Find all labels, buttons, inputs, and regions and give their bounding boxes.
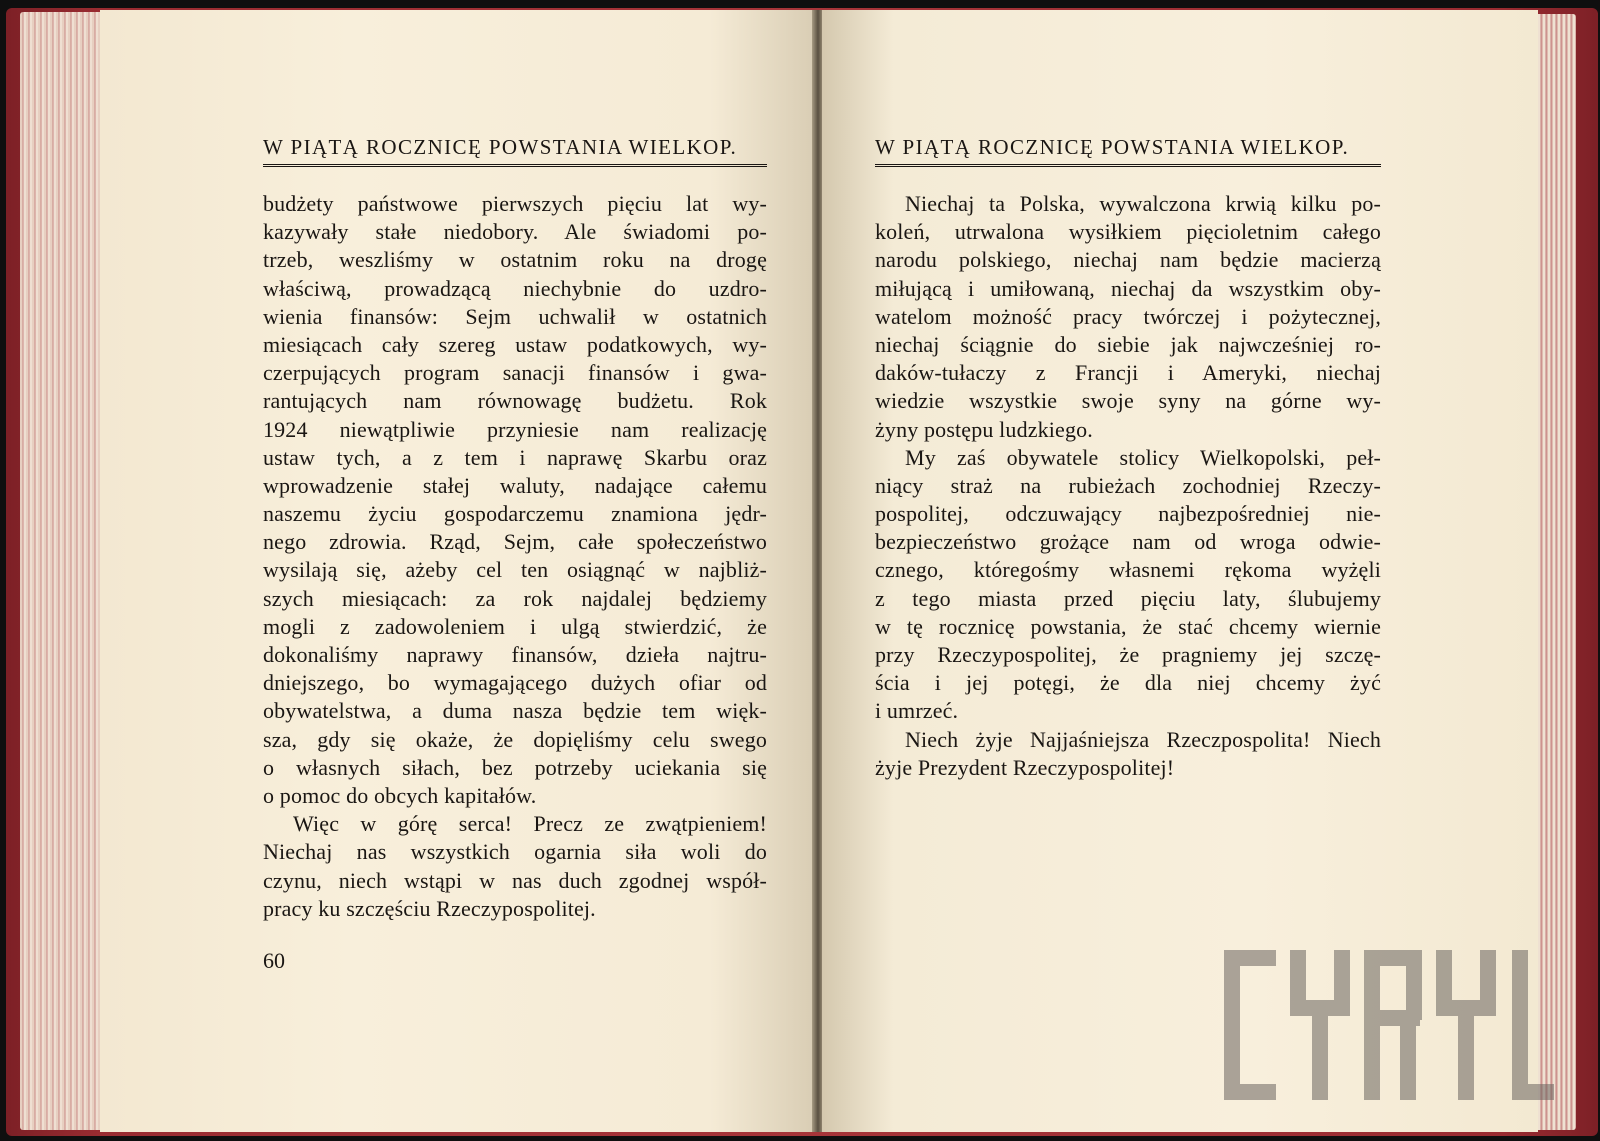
text-line: żyny postępu ludzkiego.	[875, 416, 1093, 442]
watermark-stroke	[1312, 1000, 1328, 1100]
text-line: cznego, któregośmy własnemi rękoma wyżęli	[875, 557, 1381, 583]
watermark-stroke	[1512, 950, 1528, 1100]
text-line: dokonaliśmy naprawy finansów, dzieła najtru-	[263, 642, 767, 667]
right-page-text	[875, 190, 1381, 782]
cyryl-watermark-logo	[1224, 950, 1554, 1100]
text-line: pospolitej, odczuwający najbezpośredniej nie-	[875, 501, 1381, 527]
text-line: o własnych siłach, bez potrzeby uciekania się	[263, 754, 767, 780]
running-head-left: W PIĄTĄ ROCZNICĘ POWSTANIA WIELKOP.	[263, 135, 767, 167]
text-line: obywatelstwa, a duma nasza będzie tem więk-	[263, 698, 767, 724]
running-head-right: W PIĄTĄ ROCZNICĘ POWSTANIA WIELKOP.	[875, 135, 1381, 167]
text-line: Więc w górę serca! Precz ze zwątpieniem!	[293, 811, 767, 837]
text-line: czynu, niech wstąpi w nas duch zgodnej współ-	[263, 867, 767, 893]
text-line: naszemu życiu gospodarczemu znamiona jędr-	[263, 501, 767, 527]
text-line: nego zdrowia. Rząd, Sejm, całe społeczeństwo	[263, 529, 767, 555]
text-line: budżety państwowe pierwszych pięciu lat wy-	[263, 191, 767, 216]
text-line: kazywały stałe niedobory. Ale świadomi po-	[263, 219, 767, 245]
watermark-stroke	[1290, 950, 1306, 1008]
page-edges-left	[20, 12, 102, 1130]
text-line: pracy ku szczęściu Rzeczypospolitej.	[263, 895, 596, 921]
watermark-glyphs	[1224, 950, 1554, 1100]
text-line: miłującą i umiłowaną, niechaj da wszystkim oby-	[875, 275, 1381, 301]
watermark-stroke	[1400, 1020, 1416, 1100]
watermark-stroke	[1224, 950, 1276, 966]
text-line: bezpieczeństwo grożące nam od wroga odwie-	[875, 529, 1381, 555]
text-line: żyje Prezydent Rzeczypospolitej!	[875, 754, 1175, 780]
watermark-stroke	[1480, 950, 1496, 1008]
text-line: Niechaj ta Polska, wywalczona krwią kilku po-	[905, 191, 1381, 216]
text-line: My zaś obywatele stolicy Wielkopolski, peł-	[905, 444, 1381, 470]
text-line: 1924 niewątpliwie przyniesie nam realizację	[263, 416, 767, 442]
text-line: mogli z zadowoleniem i ulgą stwierdzić, że	[263, 613, 767, 639]
text-line: niący straż na rubieżach zochodniej Rzeczy-	[875, 472, 1381, 498]
watermark-stroke	[1334, 950, 1350, 1008]
text-line: o pomoc do obcych kapitałów.	[263, 782, 537, 808]
text-line: i umrzeć.	[875, 698, 959, 724]
text-line: z tego miasta przed pięciu laty, ślubujemy	[875, 585, 1381, 611]
text-line: niechaj ściągnie do siebie jak najwcześniej ro-	[875, 331, 1381, 357]
text-line: narodu polskiego, niechaj nam będzie macierzą	[875, 247, 1381, 273]
text-line: szych miesiącach: za rok najdalej będziemy	[263, 585, 767, 611]
text-line: koleń, utrwalona wysiłkiem pięcioletnim całego	[875, 219, 1381, 245]
text-line: watelom możność pracy twórczej i pożytecznej,	[875, 303, 1381, 329]
text-line: ustaw tych, a z tem i naprawę Skarbu oraz	[263, 444, 767, 470]
page-number: 60	[263, 948, 285, 973]
text-line: właściwą, prowadzącą niechybnie do uzdro-	[263, 275, 767, 301]
text-line: miesiącach cały szereg ustaw podatkowych, wy-	[263, 331, 767, 357]
text-line: czerpujących program sanacji finansów i gwa-	[263, 360, 767, 386]
text-line: Niechaj nas wszystkich ogarnia siła woli do	[263, 839, 767, 865]
text-line: wysilają się, ażeby cel ten osiągnąć w najbliż-	[263, 557, 767, 583]
text-line: ścia i jej potęgi, że dla niej chcemy żyć	[875, 670, 1381, 696]
text-line: rantujących nam równowagę budżetu. Rok	[263, 388, 767, 414]
text-line: wprowadzenie stałej waluty, nadające całemu	[263, 472, 767, 498]
left-page	[100, 10, 818, 1132]
text-line: trzeb, weszliśmy w ostatnim roku na drogę	[263, 247, 767, 273]
text-line: Niech żyje Najjaśniejsza Rzeczpospolita! Niech	[905, 726, 1381, 752]
text-line: sza, gdy się okaże, że dopięliśmy celu swego	[263, 726, 767, 752]
watermark-stroke	[1406, 950, 1422, 1020]
text-line: przy Rzeczypospolitej, że pragniemy jej szczę-	[875, 642, 1381, 667]
watermark-stroke	[1224, 950, 1240, 1100]
text-line: wienia finansów: Sejm uchwalił w ostatnich	[263, 303, 767, 329]
watermark-stroke	[1458, 1000, 1474, 1100]
text-line: daków-tułaczy z Francji i Ameryki, niechaj	[875, 360, 1381, 386]
watermark-stroke	[1224, 1084, 1276, 1100]
watermark-stroke	[1436, 950, 1452, 1008]
text-line: w tę rocznicę powstania, że stać chcemy wiernie	[875, 613, 1381, 639]
left-page-text	[263, 190, 767, 923]
text-line: wiedzie wszystkie swoje syny na górne wy-	[875, 388, 1381, 414]
watermark-stroke	[1512, 1084, 1554, 1100]
text-line: dniejszego, bo wymagającego dużych ofiar od	[263, 670, 767, 696]
